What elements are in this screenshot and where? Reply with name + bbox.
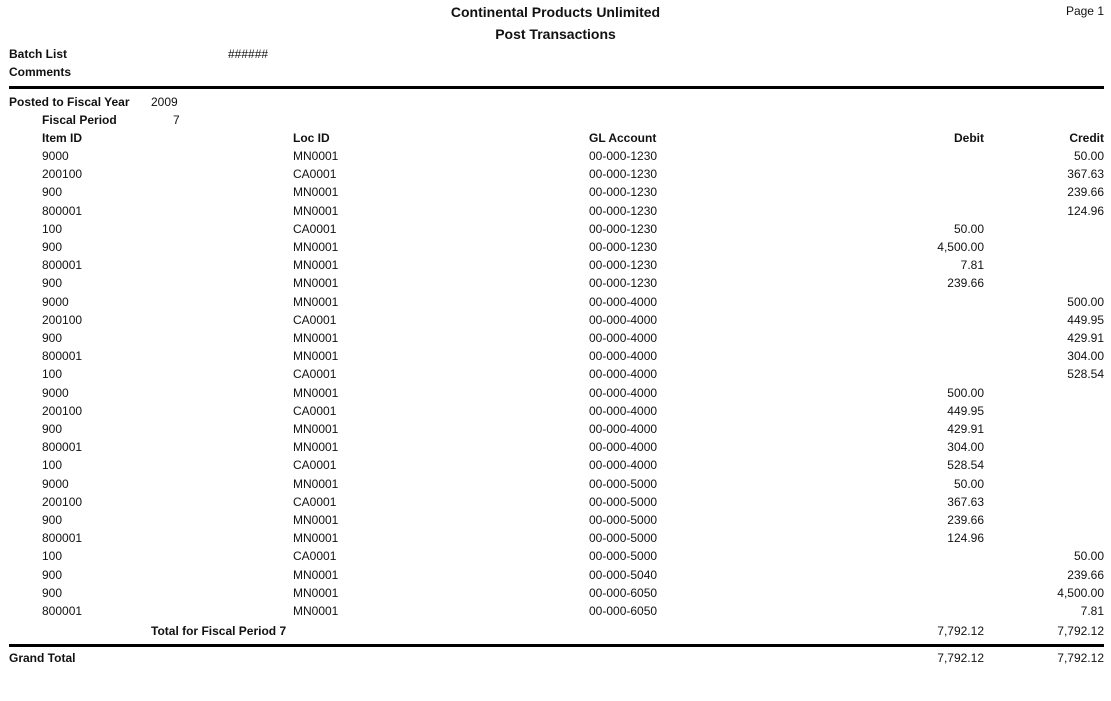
col-header-item-id: Item ID xyxy=(42,131,83,145)
debit-cell: 304.00 xyxy=(947,440,984,455)
item-id-cell: 9000 xyxy=(42,149,69,163)
gl-account-cell: 00-000-6050 xyxy=(589,604,658,618)
gl-account-cell: 00-000-5040 xyxy=(589,567,658,582)
item-id-cell: 800001 xyxy=(42,349,83,364)
item-id-cell: 900 xyxy=(42,185,63,200)
header-divider xyxy=(9,86,1104,89)
loc-id-cell: MN0001 xyxy=(293,258,339,273)
table-row xyxy=(0,440,1111,458)
grand-total-credit: 7,792.12 xyxy=(1057,651,1104,665)
table-row xyxy=(0,167,1111,185)
table-row xyxy=(0,149,1111,167)
debit-cell: 449.95 xyxy=(947,403,984,418)
gl-account-cell: 00-000-5000 xyxy=(589,549,658,564)
item-id-cell: 900 xyxy=(42,240,63,254)
period-total-debit: 7,792.12 xyxy=(937,624,984,638)
table-row xyxy=(0,477,1111,495)
debit-cell: 50.00 xyxy=(953,221,984,236)
loc-id-cell: MN0001 xyxy=(293,440,339,455)
fiscal-year-value: 2009 xyxy=(151,95,178,109)
gl-account-cell: 00-000-4000 xyxy=(589,294,658,309)
loc-id-cell: MN0001 xyxy=(293,185,339,200)
debit-cell: 124.96 xyxy=(947,531,984,546)
credit-cell: 449.95 xyxy=(1067,312,1104,327)
item-id-cell: 100 xyxy=(42,367,63,382)
debit-cell: 50.00 xyxy=(953,476,984,491)
col-header-debit: Debit xyxy=(954,131,984,145)
item-id-cell: 100 xyxy=(42,221,63,236)
loc-id-cell: CA0001 xyxy=(293,458,337,473)
debit-cell: 7.81 xyxy=(960,258,984,273)
loc-id-cell: MN0001 xyxy=(293,331,339,345)
table-row xyxy=(0,422,1111,440)
batch-list-label: Batch List xyxy=(9,47,68,61)
fiscal-period-value: 7 xyxy=(173,113,180,127)
table-row xyxy=(0,404,1111,422)
gl-account-cell: 00-000-1230 xyxy=(589,276,658,291)
item-id-cell: 200100 xyxy=(42,312,83,327)
item-id-cell: 200100 xyxy=(42,167,83,182)
loc-id-cell: CA0001 xyxy=(293,367,337,382)
gl-account-cell: 00-000-1230 xyxy=(589,258,658,273)
loc-id-cell: MN0001 xyxy=(293,240,339,254)
company-name: Continental Products Unlimited xyxy=(450,4,661,20)
item-id-cell: 100 xyxy=(42,549,63,564)
gl-account-cell: 00-000-5000 xyxy=(589,531,658,546)
debit-cell: 367.63 xyxy=(947,494,984,509)
debit-cell: 239.66 xyxy=(947,276,984,291)
page-number: Page 1 xyxy=(1065,4,1104,18)
grand-total-debit: 7,792.12 xyxy=(937,651,984,665)
loc-id-cell: CA0001 xyxy=(293,549,337,564)
item-id-cell: 800001 xyxy=(42,604,83,618)
table-row xyxy=(0,458,1111,476)
credit-cell: 50.00 xyxy=(1073,549,1104,564)
table-row xyxy=(0,367,1111,385)
table-row xyxy=(0,276,1111,294)
gl-account-cell: 00-000-1230 xyxy=(589,185,658,200)
loc-id-cell: MN0001 xyxy=(293,149,339,163)
debit-cell: 4,500.00 xyxy=(937,240,984,254)
loc-id-cell: MN0001 xyxy=(293,349,339,364)
credit-cell: 239.66 xyxy=(1067,185,1104,200)
credit-cell: 239.66 xyxy=(1067,567,1104,582)
debit-cell: 429.91 xyxy=(947,422,984,436)
credit-cell: 7.81 xyxy=(1080,604,1104,618)
loc-id-cell: MN0001 xyxy=(293,585,339,600)
table-row xyxy=(0,549,1111,567)
item-id-cell: 800001 xyxy=(42,203,83,218)
table-row xyxy=(0,495,1111,513)
loc-id-cell: MN0001 xyxy=(293,385,339,400)
table-row xyxy=(0,349,1111,367)
gl-account-cell: 00-000-1230 xyxy=(589,240,658,254)
loc-id-cell: MN0001 xyxy=(293,604,339,618)
item-id-cell: 900 xyxy=(42,585,63,600)
table-row xyxy=(0,568,1111,586)
table-row xyxy=(0,313,1111,331)
grand-total-label: Grand Total xyxy=(9,651,76,665)
gl-account-cell: 00-000-1230 xyxy=(589,203,658,218)
item-id-cell: 900 xyxy=(42,567,63,582)
gl-account-cell: 00-000-4000 xyxy=(589,367,658,382)
gl-account-cell: 00-000-4000 xyxy=(589,403,658,418)
loc-id-cell: MN0001 xyxy=(293,513,339,527)
loc-id-cell: MN0001 xyxy=(293,294,339,309)
table-row xyxy=(0,222,1111,240)
table-row xyxy=(0,258,1111,276)
table-row xyxy=(0,295,1111,313)
item-id-cell: 100 xyxy=(42,458,63,473)
loc-id-cell: CA0001 xyxy=(293,403,337,418)
gl-account-cell: 00-000-4000 xyxy=(589,422,658,436)
debit-cell: 239.66 xyxy=(947,513,984,527)
item-id-cell: 800001 xyxy=(42,531,83,546)
report-title: Post Transactions xyxy=(495,26,616,42)
gl-account-cell: 00-000-5000 xyxy=(589,513,658,527)
gl-account-cell: 00-000-4000 xyxy=(589,458,658,473)
batch-list-value: ###### xyxy=(228,47,269,61)
credit-cell: 367.63 xyxy=(1067,167,1104,182)
gl-account-cell: 00-000-1230 xyxy=(589,221,658,236)
total-divider xyxy=(9,644,1104,647)
item-id-cell: 800001 xyxy=(42,440,83,455)
fiscal-period-label: Fiscal Period xyxy=(42,113,117,127)
gl-account-cell: 00-000-5000 xyxy=(589,476,658,491)
item-id-cell: 900 xyxy=(42,513,63,527)
table-row xyxy=(0,204,1111,222)
gl-account-cell: 00-000-1230 xyxy=(589,167,658,182)
gl-account-cell: 00-000-4000 xyxy=(589,312,658,327)
gl-account-cell: 00-000-5000 xyxy=(589,494,658,509)
credit-cell: 50.00 xyxy=(1073,149,1104,163)
table-row xyxy=(0,185,1111,203)
item-id-cell: 800001 xyxy=(42,258,83,273)
credit-cell: 528.54 xyxy=(1067,367,1104,382)
table-row xyxy=(0,331,1111,349)
gl-account-cell: 00-000-4000 xyxy=(589,385,658,400)
credit-cell: 304.00 xyxy=(1067,349,1104,364)
table-row xyxy=(0,586,1111,604)
loc-id-cell: CA0001 xyxy=(293,312,337,327)
item-id-cell: 9000 xyxy=(42,294,69,309)
gl-account-cell: 00-000-4000 xyxy=(589,440,658,455)
comments-label: Comments xyxy=(9,65,72,79)
fiscal-year-label: Posted to Fiscal Year xyxy=(9,95,130,109)
table-row xyxy=(0,240,1111,258)
loc-id-cell: MN0001 xyxy=(293,476,339,491)
loc-id-cell: MN0001 xyxy=(293,531,339,546)
item-id-cell: 200100 xyxy=(42,494,83,509)
table-row xyxy=(0,513,1111,531)
credit-cell: 4,500.00 xyxy=(1057,585,1104,600)
col-header-credit: Credit xyxy=(1069,131,1104,145)
loc-id-cell: CA0001 xyxy=(293,167,337,182)
item-id-cell: 200100 xyxy=(42,403,83,418)
item-id-cell: 900 xyxy=(42,331,63,345)
loc-id-cell: MN0001 xyxy=(293,567,339,582)
gl-account-cell: 00-000-1230 xyxy=(589,149,658,163)
loc-id-cell: CA0001 xyxy=(293,494,337,509)
gl-account-cell: 00-000-4000 xyxy=(589,349,658,364)
col-header-gl-account: GL Account xyxy=(589,131,657,145)
loc-id-cell: MN0001 xyxy=(293,422,339,436)
credit-cell: 124.96 xyxy=(1067,203,1104,218)
table-row xyxy=(0,604,1111,622)
table-row xyxy=(0,531,1111,549)
gl-account-cell: 00-000-6050 xyxy=(589,585,658,600)
loc-id-cell: MN0001 xyxy=(293,276,339,291)
gl-account-cell: 00-000-4000 xyxy=(589,331,658,345)
col-header-loc-id: Loc ID xyxy=(293,131,330,145)
period-total-credit: 7,792.12 xyxy=(1057,624,1104,638)
loc-id-cell: CA0001 xyxy=(293,221,337,236)
debit-cell: 528.54 xyxy=(947,458,984,473)
item-id-cell: 900 xyxy=(42,276,63,291)
item-id-cell: 9000 xyxy=(42,476,69,491)
item-id-cell: 9000 xyxy=(42,385,69,400)
loc-id-cell: MN0001 xyxy=(293,203,339,218)
credit-cell: 500.00 xyxy=(1067,294,1104,309)
credit-cell: 429.91 xyxy=(1067,331,1104,345)
period-total-label: Total for Fiscal Period 7 xyxy=(151,624,287,638)
table-row xyxy=(0,386,1111,404)
item-id-cell: 900 xyxy=(42,422,63,436)
debit-cell: 500.00 xyxy=(947,385,984,400)
